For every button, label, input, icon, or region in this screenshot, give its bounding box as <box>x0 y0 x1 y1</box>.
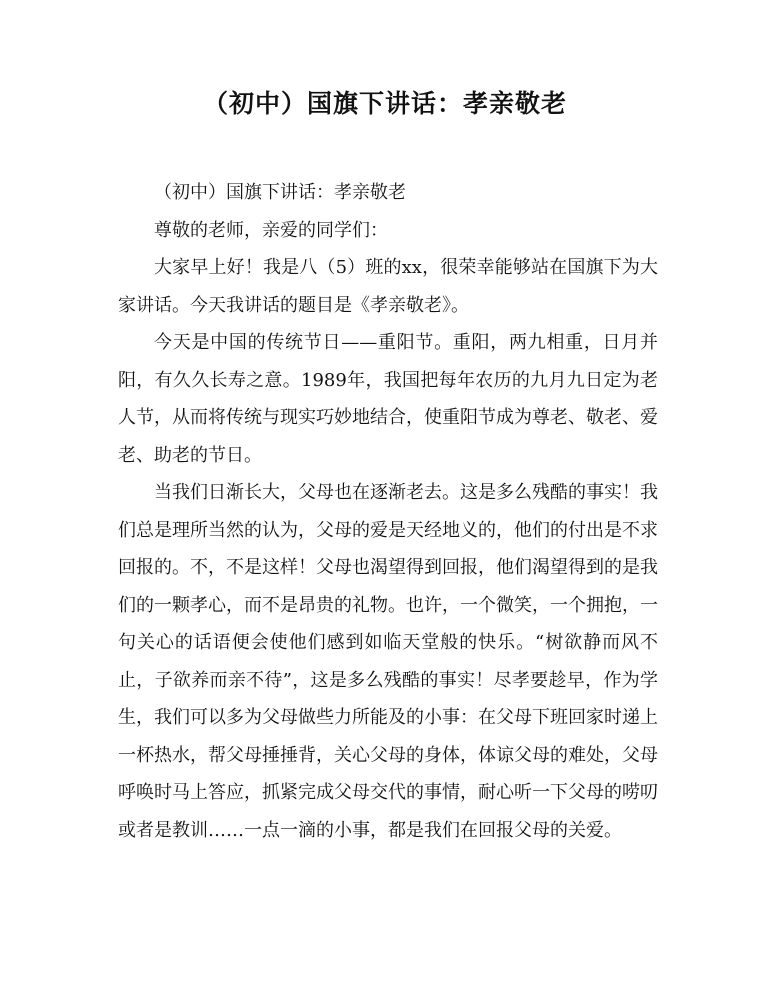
paragraph-filial-piety: 当我们日渐长大，父母也在逐渐老去。这是多么残酷的事实！我们总是理所当然的认为，父母的爱是天经地义的，他们的付出是不求回报的。不，不是这样！父母也渴望得到回报，他们渴望得到的是我们的一颗孝心，而不是昂贵的礼物。也许，一个微笑，一个拥抱，一句关心的话语便会使他们感到如临天堂般的快乐。“树欲静而风不止，子欲养而亲不待”，这是多么残酷的事实！尽孝要趁早，作为学生，我们可以多为父母做些力所能及的小事：在父母下班回家时递上一杯热水，帮父母捶捶背，关心父母的身体，体谅父母的难处，父母呼唤时马上答应，抓紧完成父母交代的事情，耐心听一下父母的唠叨或者是教训……一点一滴的小事，都是我们在回报父母的关爱。 <box>118 482 658 841</box>
document-title: （初中）国旗下讲话：孝亲敬老 <box>202 89 567 118</box>
document-body <box>118 174 658 849</box>
paragraph-festival: 今天是中国的传统节日——重阳节。重阳，两九相重，日月并阳，有久久长寿之意。1989年，我国把每年农历的九月九日定为老人节，从而将传统与现实巧妙地结合，使重阳节成为尊老、敬老、爱老、助老的节日。 <box>118 332 658 466</box>
paragraph-greeting: 大家早上好！我是八（5）班的xx，很荣幸能够站在国旗下为大家讲话。今天我讲话的题目是《孝亲敬老》。 <box>118 257 658 316</box>
paragraph-subtitle: （初中）国旗下讲话：孝亲敬老 <box>154 182 406 203</box>
paragraph-salutation: 尊敬的老师，亲爱的同学们： <box>154 219 388 241</box>
